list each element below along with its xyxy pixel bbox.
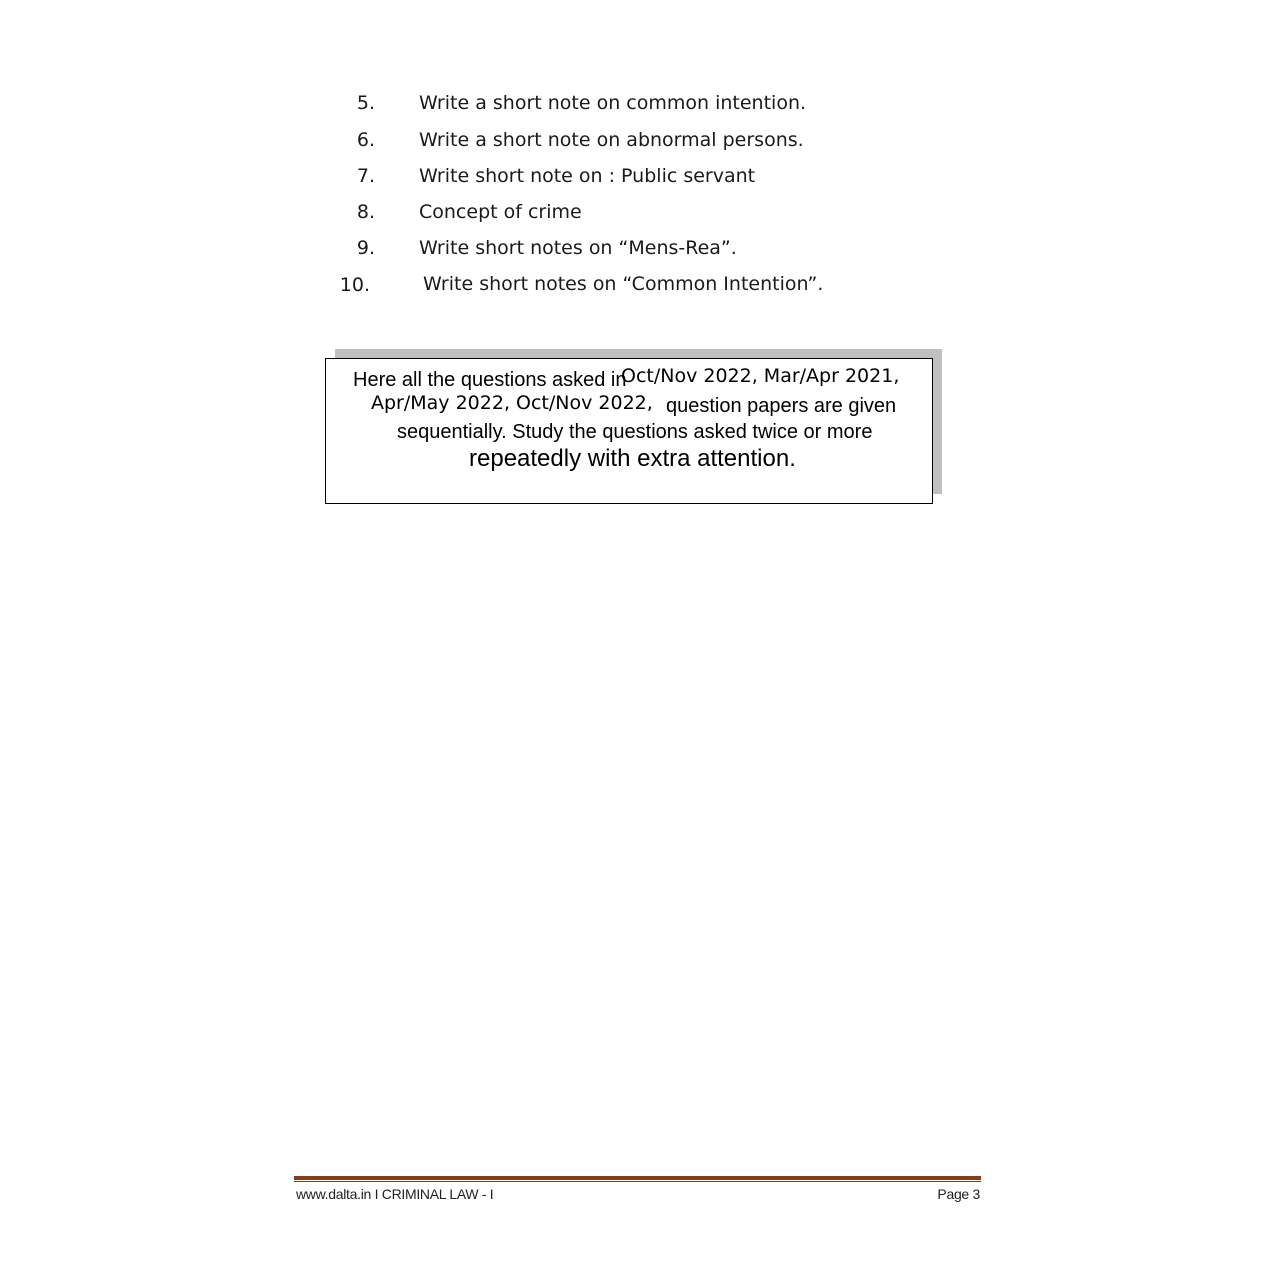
item-text: Write short notes on “Mens-Rea”. [419,237,737,259]
footer-rule-thin [294,1181,981,1182]
footer-left: www.dalta.in I CRIMINAL LAW - I [296,1186,494,1202]
item-text: Write short note on : Public servant [419,165,756,187]
note-box [325,358,933,504]
note-line-3: sequentially. Study the questions asked twice or more [397,421,873,443]
item-number: 8. [356,201,375,223]
note-line-2-dates: Apr/May 2022, Oct/Nov 2022, [371,392,653,414]
item-number: 6. [356,129,375,151]
footer-rule [294,1176,981,1180]
item-number: 9. [356,237,375,259]
item-text: Concept of crime [419,201,582,223]
item-number: 7. [356,165,375,187]
note-line-2-end: question papers are given [666,395,897,417]
page-number: Page 3 [937,1186,980,1202]
item-text: Write short notes on “Common Intention”. [423,273,824,295]
item-number: 5. [356,92,375,114]
item-number: 10. [339,274,370,296]
item-text: Write a short note on common intention. [419,92,807,114]
item-text: Write a short note on abnormal persons. [419,129,804,151]
note-line-4: repeatedly with extra attention. [469,445,796,472]
note-line-1-dates: Oct/Nov 2022, Mar/Apr 2021, [621,365,900,387]
note-line-1-start: Here all the questions asked in [353,369,627,391]
